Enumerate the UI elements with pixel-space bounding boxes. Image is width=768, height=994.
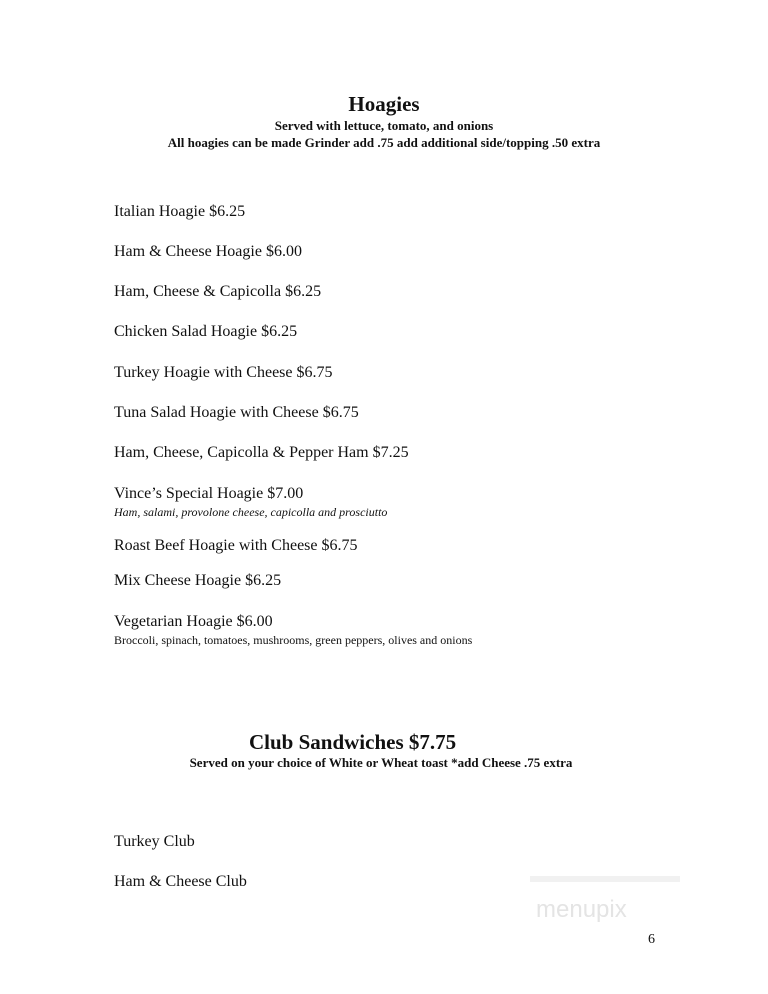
menu-item: Ham & Cheese Hoagie $6.00 [114, 243, 302, 260]
hoagies-title: Hoagies [348, 92, 420, 116]
menu-item: Vegetarian Hoagie $6.00 [114, 613, 273, 630]
menu-item: Turkey Hoagie with Cheese $6.75 [114, 364, 333, 381]
hoagies-grinder-note: All hoagies can be made Grinder add .75 add additional side/topping .50 extra [167, 135, 601, 150]
menu-item: Italian Hoagie $6.25 [114, 203, 246, 220]
watermark-bar [530, 876, 680, 882]
menu-item: Chicken Salad Hoagie $6.25 [114, 323, 298, 340]
menu-item: Turkey Club [114, 833, 195, 850]
page-number: 6 [648, 932, 655, 947]
menu-item: Mix Cheese Hoagie $6.25 [114, 572, 282, 589]
menu-item: Ham, Cheese, Capicolla & Pepper Ham $7.25 [114, 444, 409, 461]
menu-item: Ham, Cheese & Capicolla $6.25 [114, 283, 322, 300]
clubs-title: Club Sandwiches $7.75 [249, 730, 457, 754]
menu-item: Tuna Salad Hoagie with Cheese $6.75 [114, 404, 359, 421]
clubs-subtitle: Served on your choice of White or Wheat toast *add Cheese .75 extra [189, 755, 573, 770]
menu-item: Roast Beef Hoagie with Cheese $6.75 [114, 537, 358, 554]
watermark-logo: menupix [536, 896, 627, 923]
menu-item: Vince’s Special Hoagie $7.00 [114, 485, 304, 502]
menu-item-description: Broccoli, spinach, tomatoes, mushrooms, green peppers, olives and onions [114, 633, 473, 647]
menu-item-description: Ham, salami, provolone cheese, capicolla and prosciutto [114, 505, 388, 519]
hoagies-subtitle: Served with lettuce, tomato, and onions [274, 118, 494, 133]
menu-item: Ham & Cheese Club [114, 873, 247, 890]
